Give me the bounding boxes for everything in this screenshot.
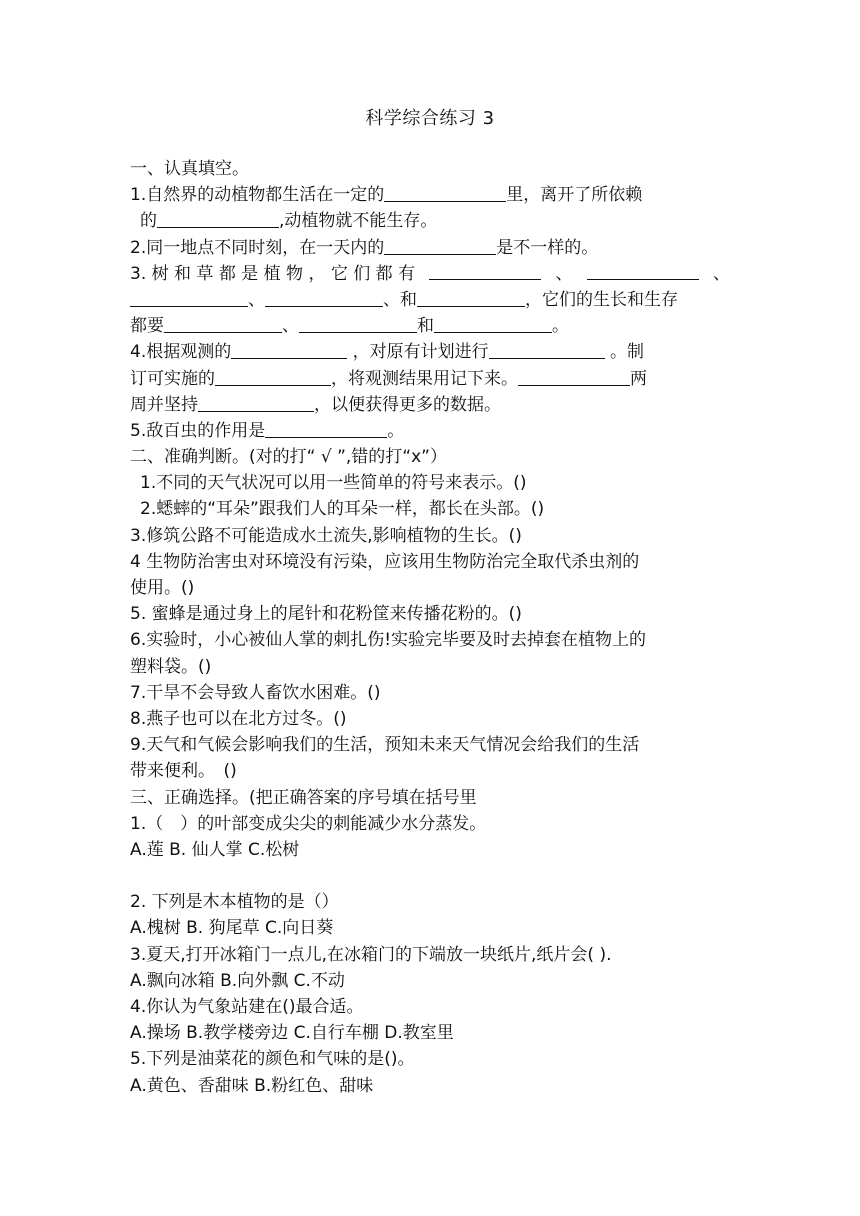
section1-heading: 一、认真填空。 xyxy=(130,159,249,179)
choice-question-2: 2. 下列是木本植物的是（） xyxy=(130,892,339,913)
question-text: 是不一样的。 xyxy=(496,237,599,258)
answer-blank[interactable] xyxy=(130,288,248,307)
judge-question-7: 7.干旱不会导致人畜饮水困难。() xyxy=(130,682,381,703)
fill-question-3-line2 xyxy=(130,287,730,313)
page-title: 科学综合练习 3 xyxy=(365,108,495,129)
fill-question-2 xyxy=(130,235,730,261)
answer-blank[interactable] xyxy=(417,288,525,307)
separator-text: 、 xyxy=(248,289,265,310)
choice-question-5-options: A.黄色、香甜味 B.粉红色、甜味 xyxy=(130,1075,374,1096)
question-text: 1.自然界的动植物都生活在一定的 xyxy=(130,185,385,206)
question-text: ，将观测结果用记下来。 xyxy=(331,368,518,389)
choice-question-1-options: A.莲 B. 仙人掌 C.松树 xyxy=(130,839,300,860)
judge-question-9-line1: 9.天气和气候会影响我们的生活，预知未来天气情况会给我们的生活 xyxy=(130,735,640,756)
answer-blank[interactable] xyxy=(489,340,605,359)
section3-heading: 三、正确选择。(把正确答案的序号填在括号里 xyxy=(130,787,477,808)
separator-text: 、 xyxy=(555,263,573,284)
question-text: 订可实施的 xyxy=(130,368,215,389)
question-text: 2.同一地点不同时刻，在一天内的 xyxy=(130,237,385,258)
question-text: 5.敌百虫的作用是 xyxy=(130,420,266,441)
answer-blank[interactable] xyxy=(518,367,630,386)
question-text: ，它们的生长和生存 xyxy=(525,289,678,310)
judge-question-2: 2.蟋蟀的“耳朵”跟我们人的耳朵一样，都长在头部。() xyxy=(140,499,545,520)
judge-question-9-line2: 带来便利。 () xyxy=(130,761,237,782)
fill-question-4-line1 xyxy=(130,339,730,365)
choice-question-2-options: A.槐树 B. 狗尾草 C.向日葵 xyxy=(130,918,334,939)
answer-blank[interactable] xyxy=(215,367,331,386)
judge-question-4-line2: 使用。() xyxy=(130,578,195,598)
answer-blank[interactable] xyxy=(164,314,282,333)
answer-blank[interactable] xyxy=(231,340,347,359)
answer-blank[interactable] xyxy=(198,393,314,412)
question-text: ,动植物就不能生存。 xyxy=(279,211,438,232)
judge-question-5: 5. 蜜蜂是通过身上的尾针和花粉筐来传播花粉的。() xyxy=(130,604,522,625)
answer-blank[interactable] xyxy=(265,288,383,307)
separator-text: 、 xyxy=(282,316,299,337)
fill-question-3-line1 xyxy=(130,261,730,287)
fill-question-4-line3 xyxy=(130,392,730,418)
judge-question-6-line2: 塑料袋。() xyxy=(130,656,212,677)
question-text: 周并坚持 xyxy=(130,394,198,415)
question-text: 3. 树 和 草 都 是 植 物 ， 它 们 都 有 xyxy=(130,263,416,284)
choice-question-1: 1.（ ）的叶部变成尖尖的刺能减少水分蒸发。 xyxy=(130,813,487,834)
worksheet-content xyxy=(130,156,730,1099)
question-text: ，对原有计划进行 xyxy=(352,342,489,363)
answer-blank[interactable] xyxy=(434,314,552,333)
answer-blank[interactable] xyxy=(587,261,699,280)
question-text: 。制 xyxy=(610,342,645,363)
fill-question-1-line2 xyxy=(130,208,730,234)
question-text: 里，离开了所依赖 xyxy=(506,185,643,206)
fill-question-5 xyxy=(130,418,730,444)
judge-question-8: 8.燕子也可以在北方过冬。() xyxy=(130,708,347,729)
question-text: 4.根据观测的 xyxy=(130,342,232,363)
question-text: 。 xyxy=(387,420,405,441)
choice-question-4: 4.你认为气象站建在()最合适。 xyxy=(130,997,364,1017)
question-text: 两 xyxy=(630,368,647,389)
judge-question-6-line1: 6.实验时，小心被仙人掌的刺扎伤!实验完毕要及时去掉套在植物上的 xyxy=(130,630,647,651)
question-text: 。 xyxy=(552,316,569,337)
question-text: 的 xyxy=(140,211,157,232)
blank-line xyxy=(130,863,730,889)
answer-blank[interactable] xyxy=(157,209,279,228)
judge-question-3: 3.修筑公路不可能造成水土流失,影响植物的生长。() xyxy=(130,525,522,546)
answer-blank[interactable] xyxy=(299,314,417,333)
separator-text: 、 xyxy=(712,263,730,284)
judge-question-1: 1.不同的天气状况可以用一些简单的符号来表示。() xyxy=(140,473,527,494)
section2-heading: 二、准确判断。(对的打“ √ ”,错的打“x”） xyxy=(130,447,447,468)
question-text: 都要 xyxy=(130,316,164,337)
choice-question-4-options: A.操场 B.教学楼旁边 C.自行车棚 D.教室里 xyxy=(130,1023,454,1044)
fill-question-3-line3 xyxy=(130,313,730,339)
answer-blank[interactable] xyxy=(265,419,387,438)
fill-question-4-line2 xyxy=(130,366,730,392)
choice-question-3: 3.夏天,打开冰箱门一点儿,在冰箱门的下端放一块纸片,纸片会( ). xyxy=(130,944,612,965)
choice-question-3-options: A.飘向冰箱 B.向外飘 C.不动 xyxy=(130,970,345,991)
answer-blank[interactable] xyxy=(384,236,496,255)
judge-question-4-line1: 4 生物防治害虫对环境没有污染，应该用生物防治完全取代杀虫剂的 xyxy=(130,551,640,572)
answer-blank[interactable] xyxy=(429,261,541,280)
choice-question-5: 5.下列是油菜花的颜色和气味的是()。 xyxy=(130,1049,415,1070)
fill-question-1-line1 xyxy=(130,182,730,208)
separator-text: 和 xyxy=(417,316,434,337)
answer-blank[interactable] xyxy=(384,183,506,202)
separator-text: 、和 xyxy=(383,289,417,310)
question-text: ，以便获得更多的数据。 xyxy=(314,394,501,415)
